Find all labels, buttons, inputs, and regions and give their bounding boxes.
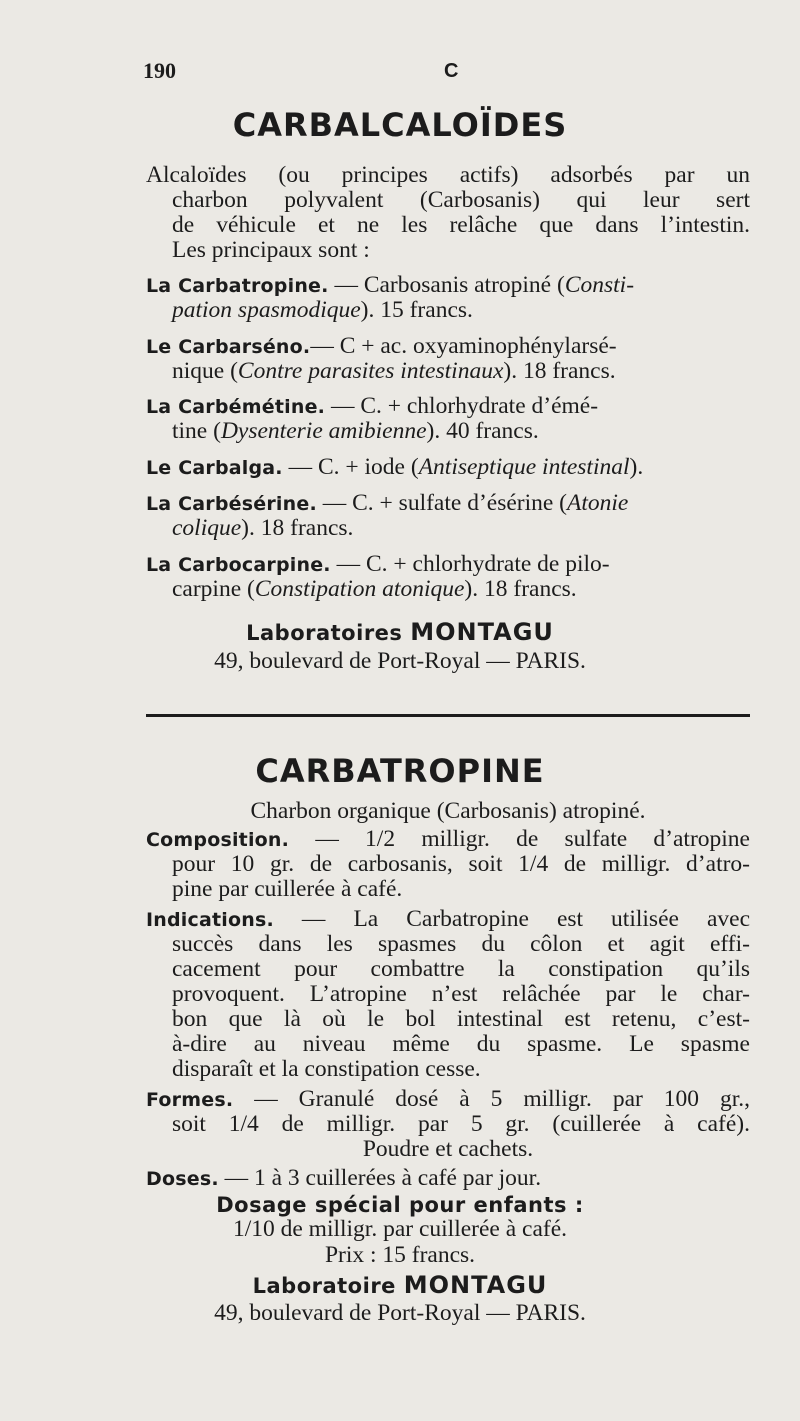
composition-line-3: pine par cuillerée à café.: [172, 876, 403, 902]
page-mark: C: [444, 60, 459, 82]
formes-line-1: Formes. — Granulé dosé à 5 milligr. par 100 gr.,: [146, 1086, 750, 1112]
composition-line-1: Composition. — 1/2 milligr. de sulfate d’atropine: [146, 826, 750, 852]
special-dosage-text: 1/10 de milligr. par cuillerée à café.: [232, 1216, 568, 1242]
special-dosage-label: Dosage spécial pour enfants :: [216, 1193, 584, 1217]
indications-label: Indications.: [146, 909, 274, 931]
product-carbatropine: La Carbatropine. — Carbosanis atropiné (Consti-: [146, 272, 635, 298]
intro-line-3: de véhicule et ne les relâche que dans l’intestin.: [172, 212, 750, 238]
indications-line-2: succès dans les spasmes du côlon et agit effi-: [172, 931, 750, 957]
section-title-carbatropine: CARBATROPINE: [255, 752, 545, 790]
product-carbemetine-line-2: tine (Dysenterie amibienne). 40 francs.: [172, 418, 539, 444]
product-carbatropine-line-2: pation spasmodique). 15 francs.: [172, 297, 473, 323]
laboratory-address-2: 49, boulevard de Port-Royal — PARIS.: [214, 1300, 586, 1326]
product-carbocarpine: La Carbocarpine. — C. + chlorhydrate de pilo-: [146, 551, 610, 577]
product-carbarseno: Le Carbarséno.— C + ac. oxyaminophénylarsé-: [146, 333, 617, 359]
section-title-carbalcaloides: CARBALCALOÏDES: [232, 106, 568, 144]
price-text: Prix : 15 francs.: [324, 1242, 476, 1268]
carbatropine-subtitle: Charbon organique (Carbosanis) atropiné.: [250, 798, 646, 824]
page-number: 190: [143, 58, 176, 83]
product-carbeserine: La Carbésérine. — C. + sulfate d’ésérine (Atonie: [146, 490, 629, 516]
product-name: La Carbésérine.: [146, 493, 317, 515]
indications-line-3: cacement pour combattre la constipation qu’ils: [172, 956, 750, 982]
intro-line-4: Les principaux sont :: [172, 237, 370, 263]
laboratory-name-1: Laboratoires MONTAGU: [246, 618, 554, 646]
product-name: Le Carbarséno.: [146, 336, 311, 358]
product-carbarseno-line-2: nique (Contre parasites intestinaux). 18 francs.: [172, 358, 616, 384]
formes-line-2: soit 1/4 de milligr. par 5 gr. (cuillerée à café).: [172, 1111, 750, 1137]
doses-label: Doses.: [146, 1168, 219, 1190]
product-carbemetine: La Carbémétine. — C. + chlorhydrate d’émé-: [146, 393, 599, 419]
indications-line-6: à-dire au niveau même du spasme. Le spasme: [172, 1031, 750, 1057]
formes-line-3: Poudre et cachets.: [362, 1136, 534, 1162]
product-name: La Carbocarpine.: [146, 554, 331, 576]
laboratory-address-1: 49, boulevard de Port-Royal — PARIS.: [214, 648, 586, 674]
composition-line-2: pour 10 gr. de carbosanis, soit 1/4 de milligr. d’atro-: [172, 851, 750, 877]
formes-label: Formes.: [146, 1089, 234, 1111]
product-name: La Carbatropine.: [146, 275, 329, 297]
indications-line-5: bon que là où le bol intestinal est retenu, c’est-: [172, 1006, 750, 1032]
composition-label: Composition.: [146, 829, 290, 851]
laboratory-name-2: Laboratoire MONTAGU: [252, 1271, 548, 1299]
intro-line-2: charbon polyvalent (Carbosanis) qui leur sert: [172, 187, 750, 213]
indications-line-7: disparaît et la constipation cesse.: [172, 1056, 481, 1082]
doses-line: Doses. — 1 à 3 cuillerées à café par jour.: [146, 1165, 542, 1191]
product-name: La Carbémétine.: [146, 396, 326, 418]
product-carbeserine-line-2: colique). 18 francs.: [172, 515, 354, 541]
product-carbocarpine-line-2: carpine (Constipation atonique). 18 francs.: [172, 576, 577, 602]
indications-line-4: provoquent. L’atropine n’est relâchée par le char-: [172, 981, 750, 1007]
product-name: Le Carbalga.: [146, 457, 283, 479]
intro-line-1: Alcaloïdes (ou principes actifs) adsorbés par un: [146, 162, 750, 188]
section-divider: [146, 714, 750, 717]
indications-line-1: Indications. — La Carbatropine est utilisée avec: [146, 906, 750, 932]
product-carbalga: Le Carbalga. — C. + iode (Antiseptique intestinal).: [146, 454, 644, 480]
